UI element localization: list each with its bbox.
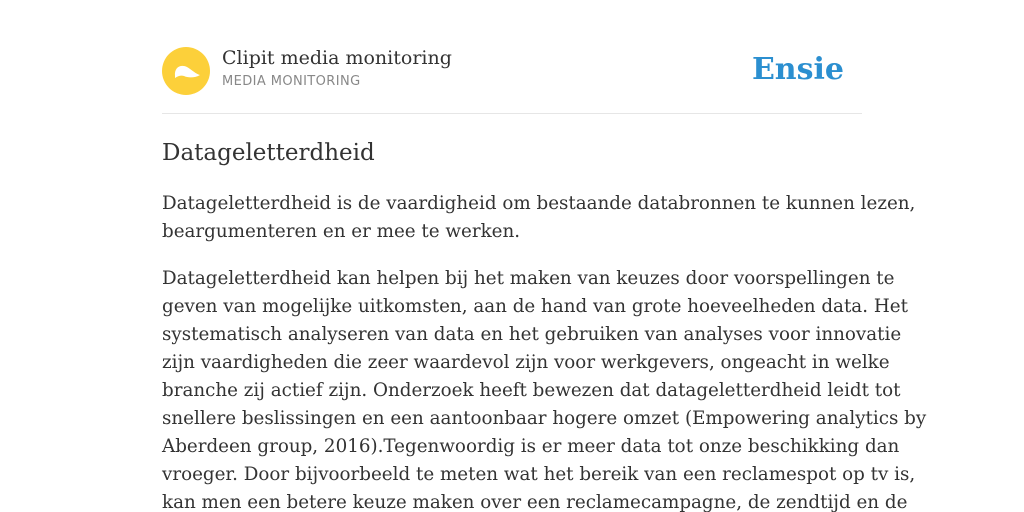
source-avatar[interactable] [162, 47, 210, 95]
text-line: Aberdeen group, 2016).Tegenwoordig is er meer data tot onze beschikking dan [162, 436, 900, 457]
paragraph-definition [162, 190, 916, 246]
article-title: Datageletterdheid [162, 140, 375, 166]
text-line: systematisch analyseren van data en het gebruiken van analyses voor innovatie [162, 324, 902, 345]
source-header [162, 46, 862, 96]
ensie-logo[interactable]: Ensie [751, 52, 844, 87]
source-category: MEDIA MONITORING [222, 74, 361, 89]
source-name[interactable]: Clipit media monitoring [222, 47, 452, 69]
text-line: beargumenteren en er mee te werken. [162, 221, 521, 242]
text-line: geven van mogelijke uitkomsten, aan de hand van grote hoeveelheden data. Het [162, 296, 908, 317]
text-line: Datageletterdheid is de vaardigheid om bestaande databronnen te kunnen lezen, [162, 193, 916, 214]
text-line: kan men een betere keuze maken over een reclamecampagne, de zendtijd en de [162, 492, 908, 512]
header-divider [162, 113, 862, 114]
article-body [162, 190, 927, 512]
text-line: snellere beslissingen en een aantoonbaar hogere omzet (Empowering analytics by [162, 408, 927, 429]
chat-bubble-icon [162, 47, 210, 95]
text-line: zijn vaardigheden die zeer waardevol zijn voor werkgevers, ongeacht in welke [162, 352, 890, 373]
text-line: vroeger. Door bijvoorbeeld te meten wat het bereik van een reclamespot op tv is, [162, 464, 916, 485]
text-line: branche zij actief zijn. Onderzoek heeft bewezen dat datageletterdheid leidt tot [162, 380, 901, 401]
paragraph-explanation [162, 265, 927, 512]
text-line: Datageletterdheid kan helpen bij het maken van keuzes door voorspellingen te [162, 268, 895, 289]
